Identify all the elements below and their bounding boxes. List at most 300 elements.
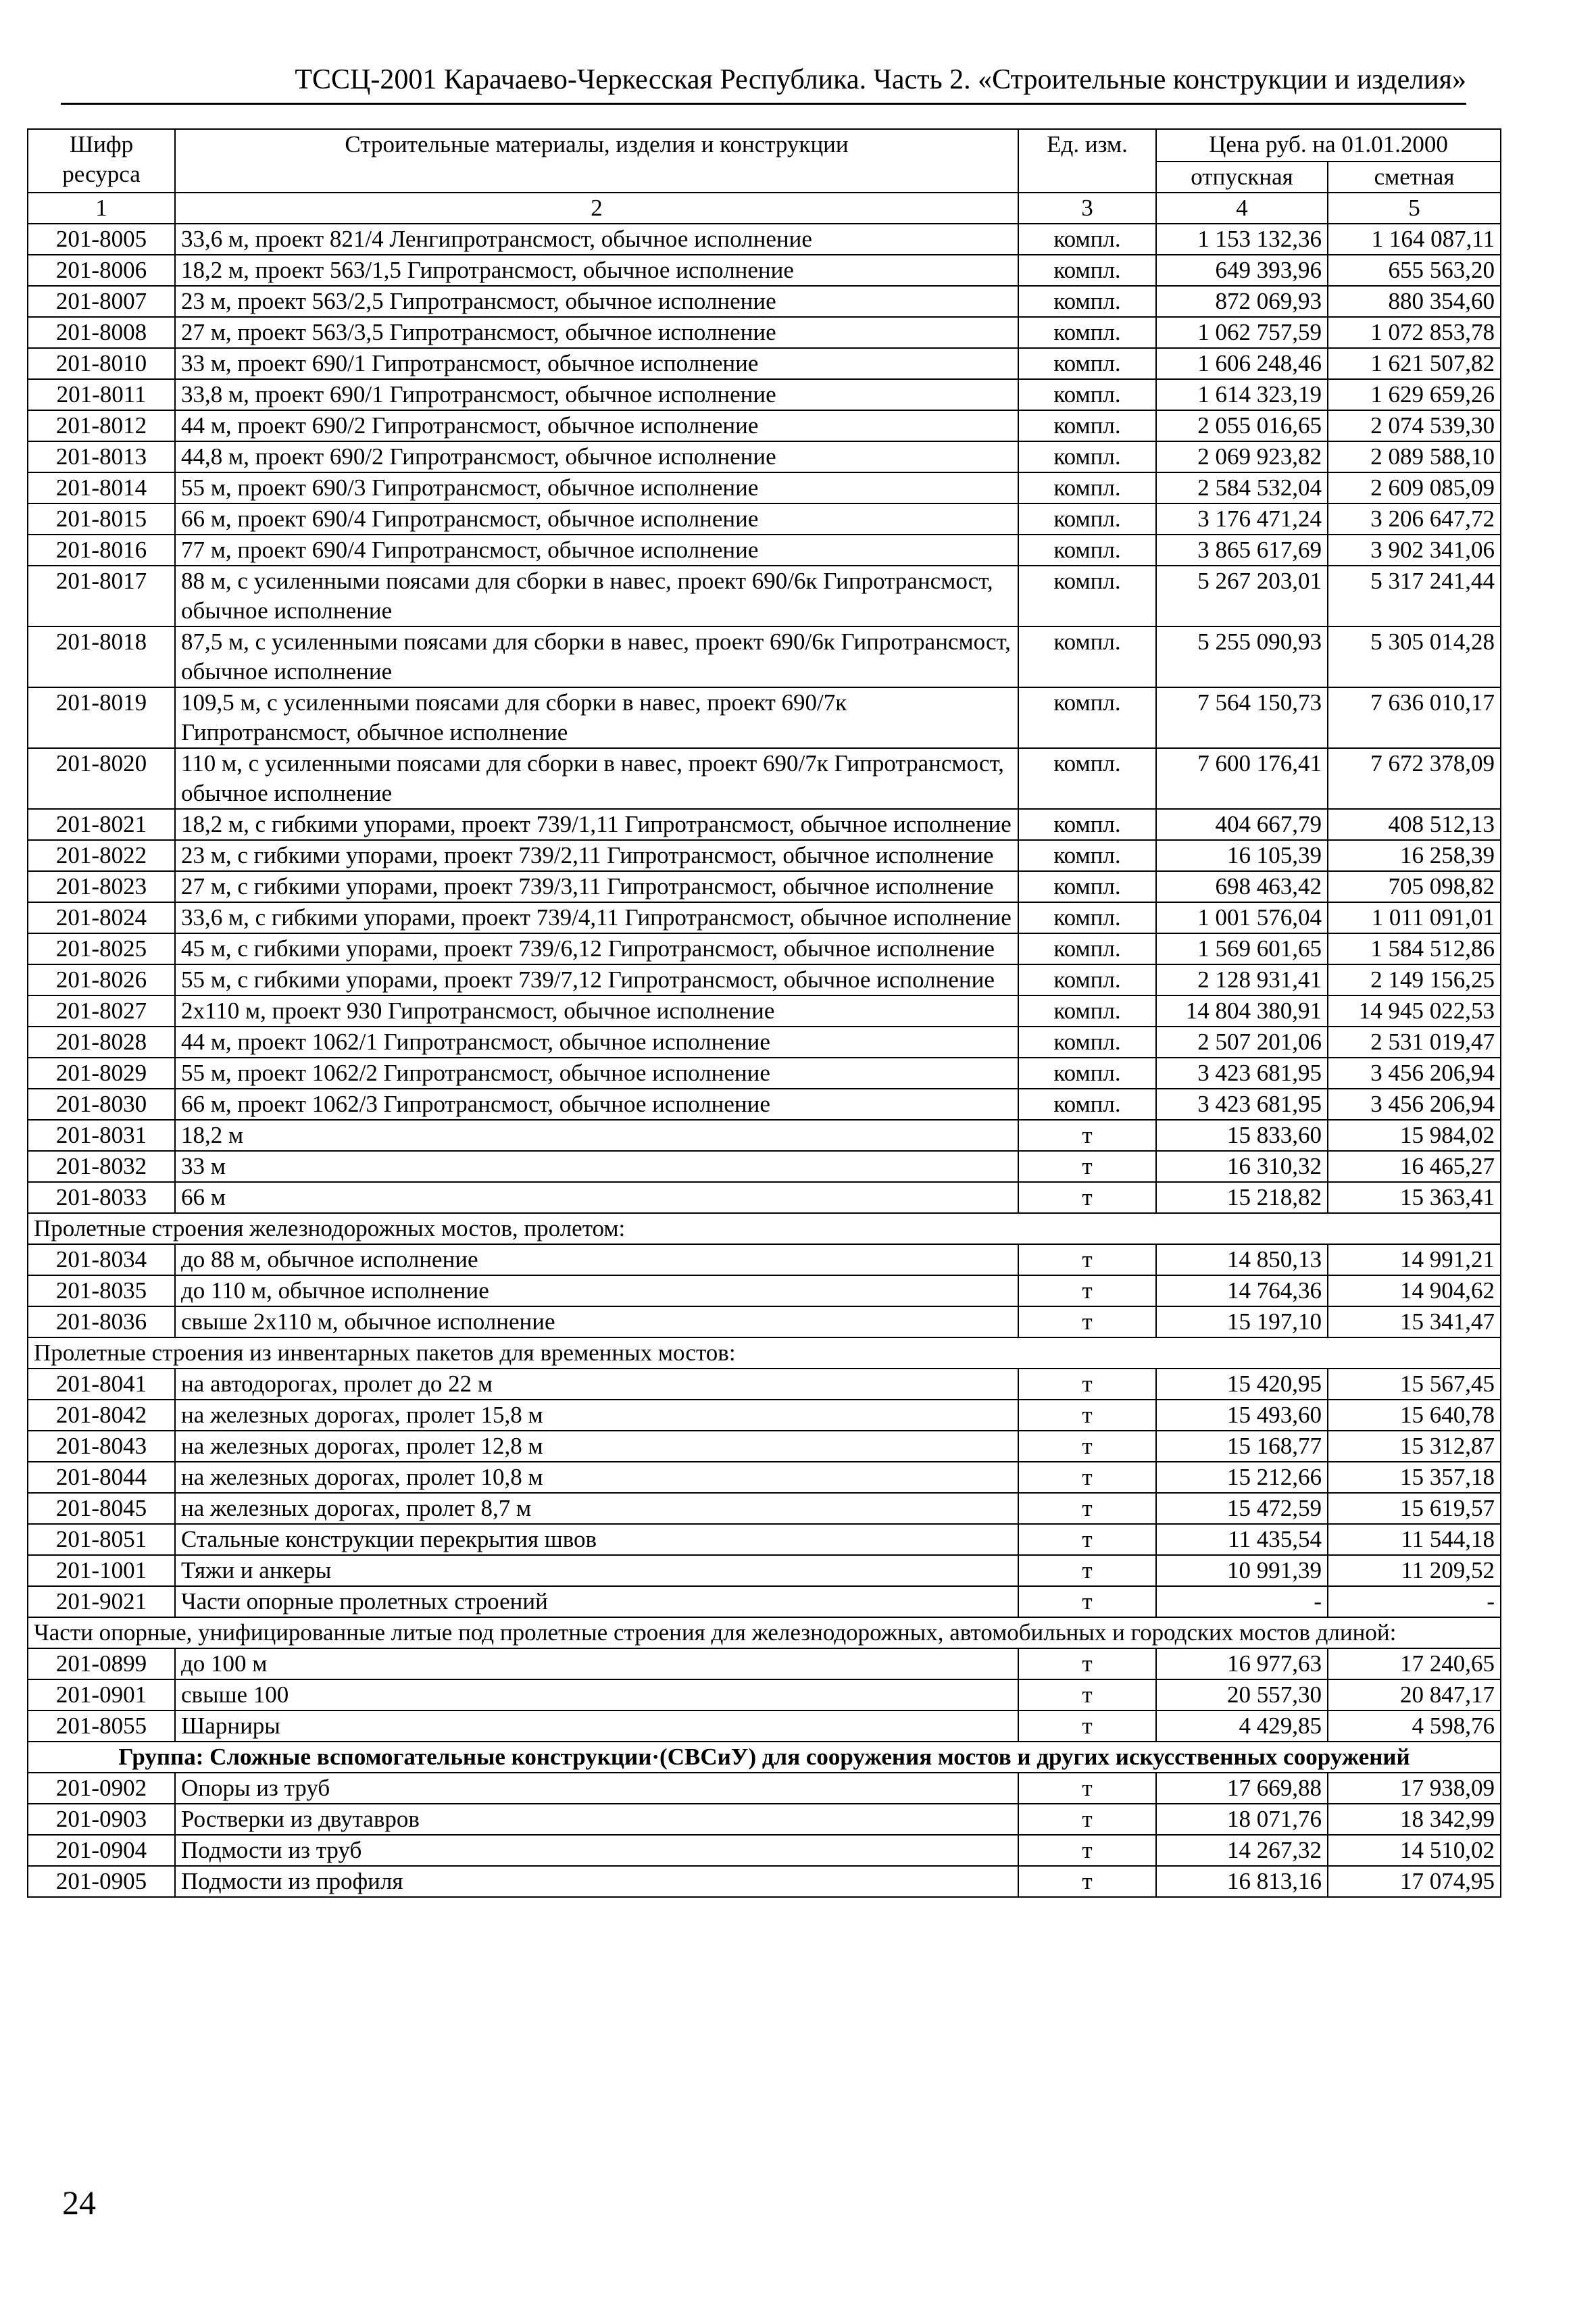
page-number: 24 [62,2184,96,2221]
estimate-price: 11 209,52 [1328,1555,1501,1586]
release-price: 1 614 323,19 [1156,379,1328,410]
material-name: Части опорные пролетных строений [175,1586,1018,1617]
table-row [28,1151,1501,1182]
resource-code: 201-8025 [28,933,175,964]
release-price: 2 507 201,06 [1156,1027,1328,1058]
table-row [28,286,1501,317]
unit-value: компл. [1018,348,1156,379]
resource-code: 201-8027 [28,995,175,1027]
resource-code: 201-8055 [28,1710,175,1742]
unit-value: т [1018,1555,1156,1586]
table-row [28,441,1501,472]
page-header: ТССЦ-2001 Карачаево-Черкесская Республика. Часть 2. «Строительные конструкции и изделия» [295,64,1466,95]
section-row [28,1617,1501,1648]
resource-code: 201-8031 [28,1120,175,1151]
group-title: Группа: Сложные вспомогательные конструкции·(СВСиУ) для сооружения мостов и других искусственных сооружений [28,1742,1501,1773]
estimate-price: 14 904,62 [1328,1275,1501,1306]
release-price: 1 062 757,59 [1156,317,1328,348]
release-price: 1 606 248,46 [1156,348,1328,379]
estimate-price: 705 098,82 [1328,871,1501,902]
table-row [28,1275,1501,1306]
unit-value: компл. [1018,964,1156,995]
estimate-price: 2 089 588,10 [1328,441,1501,472]
table-row [28,1710,1501,1742]
col-number: 1 [28,193,175,224]
material-name: 44 м, проект 1062/1 Гипротрансмост, обычное исполнение [175,1027,1018,1058]
group-row [28,1742,1501,1773]
resource-code: 201-8011 [28,379,175,410]
estimate-price: 17 240,65 [1328,1648,1501,1679]
material-name: 110 м, с усиленными поясами для сборки в навес, проект 690/7к Гипротрансмост, обычное исполнение [175,748,1018,809]
col-number: 3 [1018,193,1156,224]
section-heading: Пролетные строения железнодорожных мостов, пролетом: [28,1213,1501,1244]
resource-code: 201-8044 [28,1462,175,1493]
release-price: 14 804 380,91 [1156,995,1328,1027]
unit-value: т [1018,1493,1156,1524]
table-row [28,871,1501,902]
table-row [28,1555,1501,1586]
table-row [28,1400,1501,1431]
unit-value: компл. [1018,626,1156,687]
col-number: 2 [175,193,1018,224]
material-name: 33,6 м, с гибкими упорами, проект 739/4,11 Гипротрансмост, обычное исполнение [175,902,1018,933]
unit-value: компл. [1018,410,1156,441]
release-price: 15 212,66 [1156,1462,1328,1493]
release-price: 15 168,77 [1156,1431,1328,1462]
material-name: 66 м, проект 1062/3 Гипротрансмост, обычное исполнение [175,1089,1018,1120]
release-price: 3 423 681,95 [1156,1089,1328,1120]
resource-code: 201-0902 [28,1773,175,1804]
release-price: 7 600 176,41 [1156,748,1328,809]
table-row [28,566,1501,626]
estimate-price: 15 984,02 [1328,1120,1501,1151]
material-name: 87,5 м, с усиленными поясами для сборки в навес, проект 690/6к Гипротрансмост, обычное исполнение [175,626,1018,687]
release-price: 698 463,42 [1156,871,1328,902]
release-price: 5 267 203,01 [1156,566,1328,626]
estimate-price: 880 354,60 [1328,286,1501,317]
release-price: 1 001 576,04 [1156,902,1328,933]
release-price: 2 128 931,41 [1156,964,1328,995]
unit-value: компл. [1018,566,1156,626]
estimate-price: 17 938,09 [1328,1773,1501,1804]
release-price: 15 833,60 [1156,1120,1328,1151]
table-row [28,1773,1501,1804]
resource-code: 201-8018 [28,626,175,687]
release-price: 2 584 532,04 [1156,472,1328,503]
resource-code: 201-8023 [28,871,175,902]
table-row [28,1306,1501,1337]
resource-code: 201-8013 [28,441,175,472]
material-name: Ростверки из двутавров [175,1804,1018,1835]
table-row [28,224,1501,255]
unit-value: компл. [1018,933,1156,964]
table-row [28,1369,1501,1400]
resource-code: 201-8042 [28,1400,175,1431]
material-name: 88 м, с усиленными поясами для сборки в навес, проект 690/6к Гипротрансмост, обычное исполнение [175,566,1018,626]
release-price: 15 197,10 [1156,1306,1328,1337]
material-name: на железных дорогах, пролет 15,8 м [175,1400,1018,1431]
release-price: 2 069 923,82 [1156,441,1328,472]
unit-value: компл. [1018,995,1156,1027]
table-row [28,1058,1501,1089]
release-price: 16 310,32 [1156,1151,1328,1182]
resource-code: 201-8021 [28,809,175,840]
estimate-price: 15 567,45 [1328,1369,1501,1400]
unit-value: т [1018,1462,1156,1493]
release-price: 4 429,85 [1156,1710,1328,1742]
table-row [28,1120,1501,1151]
unit-value: т [1018,1306,1156,1337]
release-price: 10 991,39 [1156,1555,1328,1586]
unit-value: компл. [1018,902,1156,933]
resource-code: 201-8020 [28,748,175,809]
material-name: 18,2 м [175,1120,1018,1151]
table-row [28,1244,1501,1275]
estimate-price: 5 317 241,44 [1328,566,1501,626]
estimate-price: 20 847,17 [1328,1679,1501,1710]
unit-value: компл. [1018,255,1156,286]
table-row [28,317,1501,348]
resource-code: 201-8034 [28,1244,175,1275]
material-name: 66 м, проект 690/4 Гипротрансмост, обычное исполнение [175,503,1018,535]
estimate-price: 14 510,02 [1328,1835,1501,1866]
col-header-release: отпускная [1156,162,1328,193]
estimate-price: 1 164 087,11 [1328,224,1501,255]
estimate-price: 3 902 341,06 [1328,535,1501,566]
unit-value: компл. [1018,1058,1156,1089]
material-name: Опоры из труб [175,1773,1018,1804]
release-price: 1 153 132,36 [1156,224,1328,255]
release-price: 14 267,32 [1156,1835,1328,1866]
release-price: 18 071,76 [1156,1804,1328,1835]
release-price: 16 813,16 [1156,1866,1328,1897]
resource-code: 201-0903 [28,1804,175,1835]
release-price: 15 493,60 [1156,1400,1328,1431]
material-name: 77 м, проект 690/4 Гипротрансмост, обычное исполнение [175,535,1018,566]
release-price: 17 669,88 [1156,1773,1328,1804]
unit-value: компл. [1018,317,1156,348]
resource-code: 201-8026 [28,964,175,995]
table-row [28,1866,1501,1897]
material-name: свыше 2х110 м, обычное исполнение [175,1306,1018,1337]
unit-value: компл. [1018,871,1156,902]
resource-code: 201-8035 [28,1275,175,1306]
material-name: Подмости из труб [175,1835,1018,1866]
table-row [28,1027,1501,1058]
material-name: Стальные конструкции перекрытия швов [175,1524,1018,1555]
unit-value: т [1018,1866,1156,1897]
col-header-name: Строительные материалы, изделия и конструкции [175,129,1018,193]
unit-value: т [1018,1151,1156,1182]
resource-code: 201-8017 [28,566,175,626]
estimate-price: 2 609 085,09 [1328,472,1501,503]
estimate-price: 2 149 156,25 [1328,964,1501,995]
table-row [28,410,1501,441]
resource-code: 201-0905 [28,1866,175,1897]
estimate-price: 16 258,39 [1328,840,1501,871]
release-price: 872 069,93 [1156,286,1328,317]
material-name: до 88 м, обычное исполнение [175,1244,1018,1275]
estimate-price: 4 598,76 [1328,1710,1501,1742]
resource-code: 201-8045 [28,1493,175,1524]
col-number: 5 [1328,193,1501,224]
unit-value: т [1018,1648,1156,1679]
material-name: на железных дорогах, пролет 10,8 м [175,1462,1018,1493]
resource-code: 201-0904 [28,1835,175,1866]
table-row [28,626,1501,687]
estimate-price: 3 456 206,94 [1328,1089,1501,1120]
table-row [28,748,1501,809]
material-name: 23 м, с гибкими упорами, проект 739/2,11 Гипротрансмост, обычное исполнение [175,840,1018,871]
estimate-price: 1 621 507,82 [1328,348,1501,379]
resource-code: 201-8029 [28,1058,175,1089]
material-name: Тяжи и анкеры [175,1555,1018,1586]
price-table [27,128,1501,1898]
table-row [28,933,1501,964]
unit-value: т [1018,1679,1156,1710]
section-row [28,1213,1501,1244]
estimate-price: 1 072 853,78 [1328,317,1501,348]
unit-value: т [1018,1835,1156,1866]
table-row [28,503,1501,535]
material-name: 33,6 м, проект 821/4 Ленгипротрансмост, обычное исполнение [175,224,1018,255]
estimate-price: - [1328,1586,1501,1617]
table-row [28,1804,1501,1835]
resource-code: 201-8016 [28,535,175,566]
unit-value: т [1018,1120,1156,1151]
material-name: 2х110 м, проект 930 Гипротрансмост, обычное исполнение [175,995,1018,1027]
table-row [28,1182,1501,1213]
estimate-price: 655 563,20 [1328,255,1501,286]
unit-value: компл. [1018,840,1156,871]
resource-code: 201-8024 [28,902,175,933]
material-name: 27 м, проект 563/3,5 Гипротрансмост, обычное исполнение [175,317,1018,348]
col-number: 4 [1156,193,1328,224]
table-row [28,687,1501,748]
unit-value: т [1018,1400,1156,1431]
release-price: 3 865 617,69 [1156,535,1328,566]
estimate-price: 2 074 539,30 [1328,410,1501,441]
table-row [28,1431,1501,1462]
table-row [28,1586,1501,1617]
unit-value: компл. [1018,472,1156,503]
resource-code: 201-8036 [28,1306,175,1337]
unit-value: т [1018,1773,1156,1804]
material-name: 33,8 м, проект 690/1 Гипротрансмост, обычное исполнение [175,379,1018,410]
material-name: 33 м, проект 690/1 Гипротрансмост, обычное исполнение [175,348,1018,379]
resource-code: 201-8015 [28,503,175,535]
release-price: 3 176 471,24 [1156,503,1328,535]
resource-code: 201-8022 [28,840,175,871]
resource-code: 201-8010 [28,348,175,379]
material-name: до 100 м [175,1648,1018,1679]
resource-code: 201-8007 [28,286,175,317]
material-name: 109,5 м, с усиленными поясами для сборки в навес, проект 690/7к Гипротрансмост, обычное исполнение [175,687,1018,748]
release-price: 404 667,79 [1156,809,1328,840]
release-price: 16 105,39 [1156,840,1328,871]
table-row [28,255,1501,286]
release-price: 5 255 090,93 [1156,626,1328,687]
resource-code: 201-8033 [28,1182,175,1213]
release-price: 7 564 150,73 [1156,687,1328,748]
material-name: свыше 100 [175,1679,1018,1710]
unit-value: компл. [1018,1089,1156,1120]
header-rule [61,103,1466,105]
material-name: 55 м, проект 1062/2 Гипротрансмост, обычное исполнение [175,1058,1018,1089]
resource-code: 201-0899 [28,1648,175,1679]
release-price: 649 393,96 [1156,255,1328,286]
estimate-price: 408 512,13 [1328,809,1501,840]
material-name: 18,2 м, с гибкими упорами, проект 739/1,11 Гипротрансмост, обычное исполнение [175,809,1018,840]
table-row [28,809,1501,840]
release-price: - [1156,1586,1328,1617]
release-price: 3 423 681,95 [1156,1058,1328,1089]
table-row [28,1835,1501,1866]
table-row [28,902,1501,933]
section-row [28,1337,1501,1369]
release-price: 15 472,59 [1156,1493,1328,1524]
estimate-price: 15 357,18 [1328,1462,1501,1493]
resource-code: 201-8006 [28,255,175,286]
material-name: 66 м [175,1182,1018,1213]
material-name: 45 м, с гибкими упорами, проект 739/6,12 Гипротрансмост, обычное исполнение [175,933,1018,964]
estimate-price: 1 584 512,86 [1328,933,1501,964]
material-name: 55 м, проект 690/3 Гипротрансмост, обычное исполнение [175,472,1018,503]
material-name: 27 м, с гибкими упорами, проект 739/3,11 Гипротрансмост, обычное исполнение [175,871,1018,902]
estimate-price: 15 619,57 [1328,1493,1501,1524]
release-price: 1 569 601,65 [1156,933,1328,964]
material-name: на автодорогах, пролет до 22 м [175,1369,1018,1400]
material-name: 55 м, с гибкими упорами, проект 739/7,12 Гипротрансмост, обычное исполнение [175,964,1018,995]
unit-value: т [1018,1710,1156,1742]
estimate-price: 7 672 378,09 [1328,748,1501,809]
table-row [28,964,1501,995]
unit-value: компл. [1018,748,1156,809]
estimate-price: 1 629 659,26 [1328,379,1501,410]
unit-value: компл. [1018,286,1156,317]
table-row [28,1493,1501,1524]
resource-code: 201-8008 [28,317,175,348]
table-row [28,379,1501,410]
release-price: 15 420,95 [1156,1369,1328,1400]
estimate-price: 15 312,87 [1328,1431,1501,1462]
resource-code: 201-8032 [28,1151,175,1182]
estimate-price: 3 456 206,94 [1328,1058,1501,1089]
estimate-price: 1 011 091,01 [1328,902,1501,933]
table-row [28,348,1501,379]
estimate-price: 11 544,18 [1328,1524,1501,1555]
col-header-unit: Ед. изм. [1018,129,1156,193]
col-header-price: Цена руб. на 01.01.2000 [1156,129,1501,162]
unit-value: т [1018,1524,1156,1555]
section-heading: Части опорные, унифицированные литые под пролетные строения для железнодорожных, автомобильных и городских мостов длиной: [28,1617,1501,1648]
column-number-row [28,193,1501,224]
resource-code: 201-8043 [28,1431,175,1462]
resource-code: 201-8051 [28,1524,175,1555]
unit-value: компл. [1018,535,1156,566]
estimate-price: 14 945 022,53 [1328,995,1501,1027]
estimate-price: 5 305 014,28 [1328,626,1501,687]
resource-code: 201-8014 [28,472,175,503]
estimate-price: 17 074,95 [1328,1866,1501,1897]
unit-value: компл. [1018,809,1156,840]
unit-value: компл. [1018,379,1156,410]
table-row [28,1679,1501,1710]
release-price: 15 218,82 [1156,1182,1328,1213]
resource-code: 201-8019 [28,687,175,748]
resource-code: 201-8041 [28,1369,175,1400]
estimate-price: 3 206 647,72 [1328,503,1501,535]
material-name: на железных дорогах, пролет 12,8 м [175,1431,1018,1462]
material-name: на железных дорогах, пролет 8,7 м [175,1493,1018,1524]
estimate-price: 2 531 019,47 [1328,1027,1501,1058]
table-row [28,535,1501,566]
release-price: 14 850,13 [1156,1244,1328,1275]
release-price: 11 435,54 [1156,1524,1328,1555]
unit-value: компл. [1018,503,1156,535]
estimate-price: 14 991,21 [1328,1244,1501,1275]
table-row [28,1648,1501,1679]
resource-code: 201-1001 [28,1555,175,1586]
unit-value: т [1018,1369,1156,1400]
release-price: 2 055 016,65 [1156,410,1328,441]
unit-value: т [1018,1586,1156,1617]
table-row [28,995,1501,1027]
unit-value: компл. [1018,1027,1156,1058]
table-row [28,1524,1501,1555]
estimate-price: 16 465,27 [1328,1151,1501,1182]
estimate-price: 15 363,41 [1328,1182,1501,1213]
table-row [28,840,1501,871]
unit-value: т [1018,1244,1156,1275]
resource-code: 201-8030 [28,1089,175,1120]
release-price: 16 977,63 [1156,1648,1328,1679]
material-name: Подмости из профиля [175,1866,1018,1897]
estimate-price: 18 342,99 [1328,1804,1501,1835]
table-row [28,1462,1501,1493]
material-name: 44,8 м, проект 690/2 Гипротрансмост, обычное исполнение [175,441,1018,472]
resource-code: 201-8028 [28,1027,175,1058]
section-heading: Пролетные строения из инвентарных пакетов для временных мостов: [28,1337,1501,1369]
resource-code: 201-0901 [28,1679,175,1710]
resource-code: 201-8012 [28,410,175,441]
estimate-price: 15 341,47 [1328,1306,1501,1337]
material-name: Шарниры [175,1710,1018,1742]
unit-value: компл. [1018,687,1156,748]
material-name: 23 м, проект 563/2,5 Гипротрансмост, обычное исполнение [175,286,1018,317]
unit-value: т [1018,1182,1156,1213]
header-row [28,129,1501,162]
unit-value: т [1018,1275,1156,1306]
col-header-estimate: сметная [1328,162,1501,193]
unit-value: т [1018,1804,1156,1835]
estimate-price: 7 636 010,17 [1328,687,1501,748]
estimate-price: 15 640,78 [1328,1400,1501,1431]
material-name: до 110 м, обычное исполнение [175,1275,1018,1306]
material-name: 33 м [175,1151,1018,1182]
release-price: 14 764,36 [1156,1275,1328,1306]
material-name: 44 м, проект 690/2 Гипротрансмост, обычное исполнение [175,410,1018,441]
col-header-code: Шифр ресурса [28,129,175,193]
unit-value: компл. [1018,224,1156,255]
table-row [28,1089,1501,1120]
unit-value: компл. [1018,441,1156,472]
unit-value: т [1018,1431,1156,1462]
table-row [28,472,1501,503]
resource-code: 201-8005 [28,224,175,255]
release-price: 20 557,30 [1156,1679,1328,1710]
resource-code: 201-9021 [28,1586,175,1617]
